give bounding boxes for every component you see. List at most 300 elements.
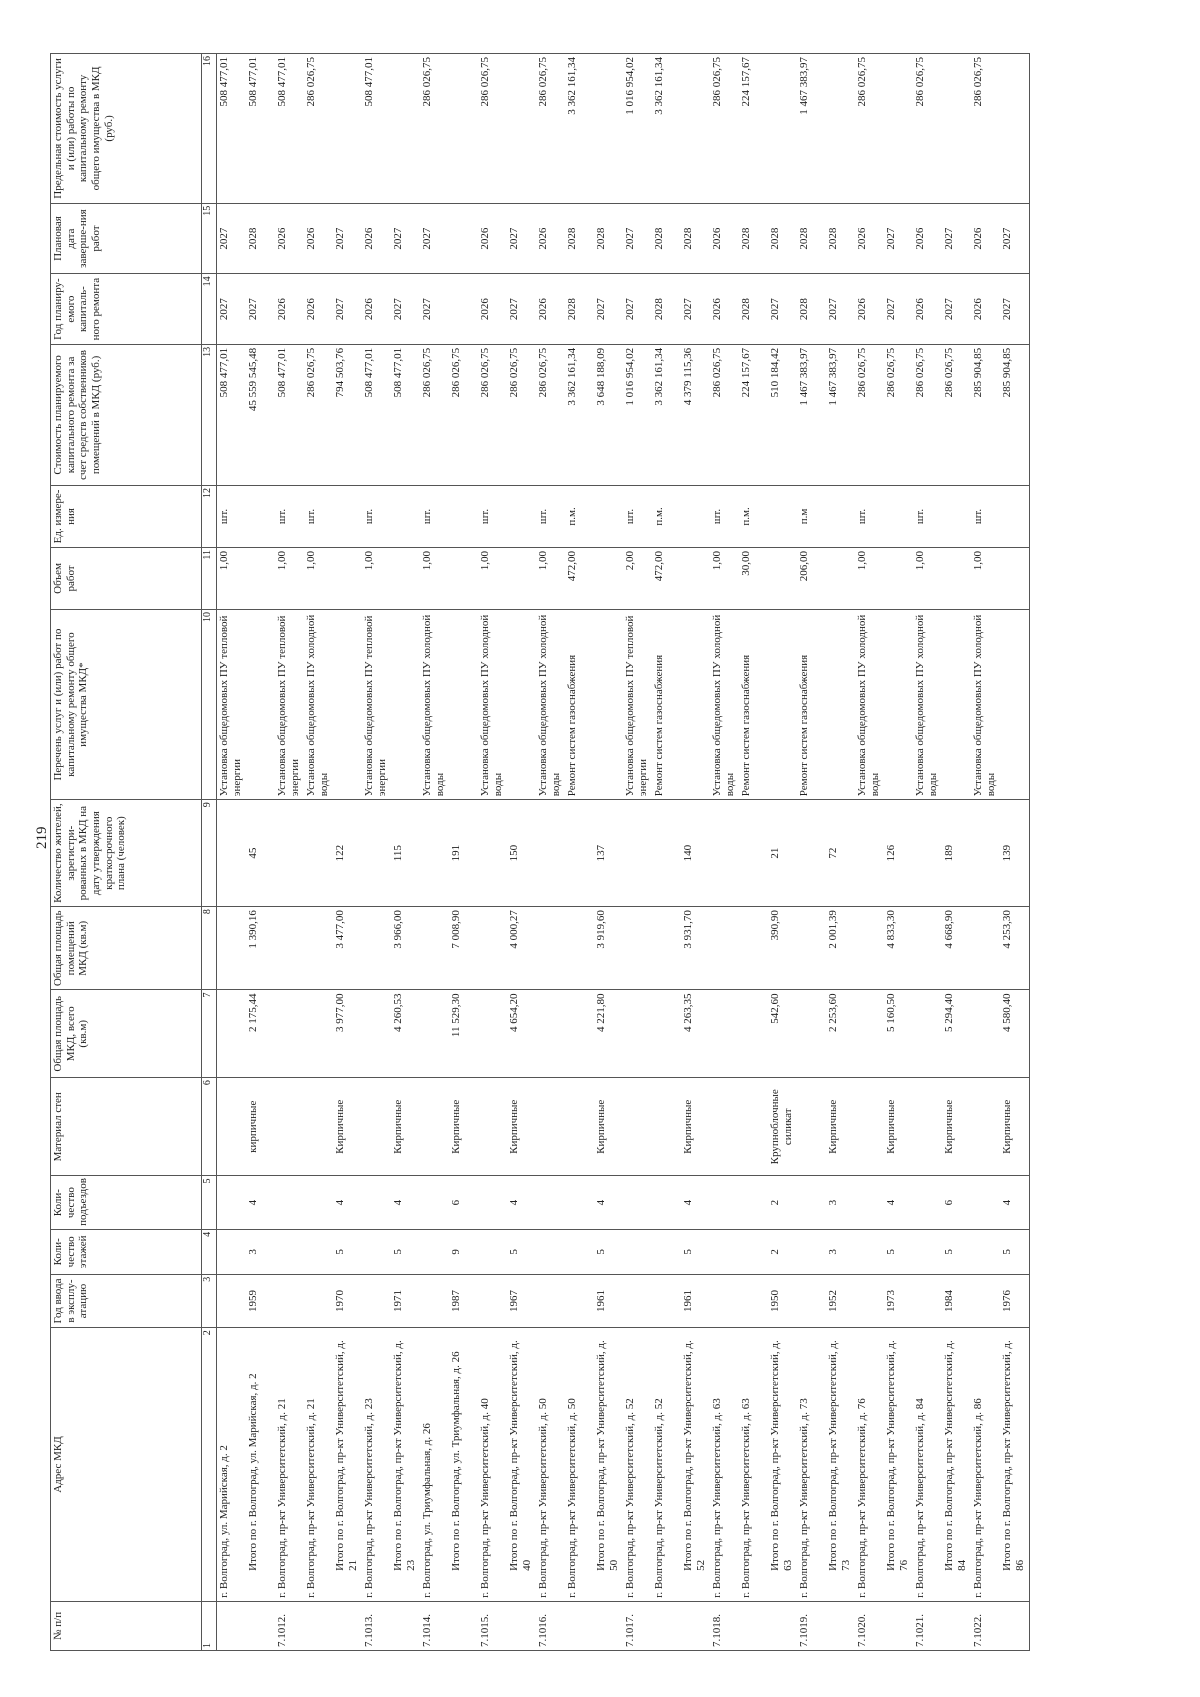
table-cell: 2028	[826, 203, 855, 274]
table-cell: 286 026,75	[420, 344, 449, 485]
table-cell	[449, 1601, 478, 1650]
table-cell: 286 026,75	[942, 344, 971, 485]
table-cell: 4	[246, 1176, 275, 1229]
table-cell	[739, 1274, 768, 1327]
table-cell	[739, 1601, 768, 1650]
table-cell: п.м	[797, 485, 826, 547]
table-cell: 2026	[971, 203, 1000, 274]
table-cell: Итого по г. Волгоград, пр-кт Университетский, д. 84	[942, 1328, 971, 1602]
column-header: Год ввода в эксплу-атацию	[51, 1274, 202, 1327]
table-cell: 286 026,75	[710, 344, 739, 485]
table-cell: 2028	[652, 203, 681, 274]
capital-repair-table	[50, 53, 1030, 1651]
table-cell: 2026	[971, 274, 1000, 345]
table-cell: Итого по г. Волгоград, пр-кт Университетский, д. 76	[884, 1328, 913, 1602]
table-cell: 2026	[913, 203, 942, 274]
table-cell	[507, 485, 536, 547]
table-cell	[275, 990, 304, 1078]
table-cell	[478, 1176, 507, 1229]
table-cell	[565, 1176, 594, 1229]
table-cell	[855, 1229, 884, 1274]
table-cell	[652, 1274, 681, 1327]
table-cell	[971, 1078, 1000, 1176]
table-cell: 3 362 161,34	[565, 344, 594, 485]
table-cell: шт.	[536, 485, 565, 547]
table-cell: 1 467 383,97	[826, 344, 855, 485]
table-cell	[565, 907, 594, 990]
table-cell: 5	[507, 1229, 536, 1274]
table-cell	[855, 1078, 884, 1176]
table-cell: 2028	[681, 203, 710, 274]
table-cell	[420, 800, 449, 907]
table-cell: 286 026,75	[855, 54, 884, 204]
table-row	[449, 54, 478, 1651]
table-row	[913, 54, 942, 1651]
table-cell	[826, 485, 855, 547]
table-cell	[768, 547, 797, 609]
table-cell	[565, 800, 594, 907]
table-cell: 189	[942, 800, 971, 907]
table-cell	[623, 800, 652, 907]
column-header: Общая площадь помещений МКД (кв.м)	[51, 907, 202, 990]
table-cell: 2028	[565, 203, 594, 274]
table-cell: п.м.	[739, 485, 768, 547]
table-cell	[217, 1176, 247, 1229]
table-cell: 4 253,30	[1000, 907, 1030, 990]
table-cell	[304, 1601, 333, 1650]
table-cell: г. Волгоград, пр-кт Университетский, д. 23	[362, 1328, 391, 1602]
table-cell: 2026	[710, 274, 739, 345]
table-cell	[623, 1229, 652, 1274]
table-cell: 3 648 188,09	[594, 344, 623, 485]
table-cell: 4 580,40	[1000, 990, 1030, 1078]
table-cell: Установка общедомовых ПУ холодной воды	[536, 609, 565, 799]
table-cell: шт.	[623, 485, 652, 547]
table-cell: 2027	[623, 203, 652, 274]
table-row	[623, 54, 652, 1651]
table-cell: 1959	[246, 1274, 275, 1327]
table-cell: 2026	[855, 274, 884, 345]
table-cell	[623, 1078, 652, 1176]
table-cell	[304, 1274, 333, 1327]
table-row	[420, 54, 449, 1651]
table-cell: 7.1020.	[855, 1601, 884, 1650]
table-cell	[971, 907, 1000, 990]
table-cell: шт.	[304, 485, 333, 547]
table-cell: Кирпичные	[884, 1078, 913, 1176]
table-cell: Итого по г. Волгоград, ул. Триумфальная, д. 26	[449, 1328, 478, 1602]
table-cell: 508 477,01	[275, 344, 304, 485]
table-cell: шт.	[478, 485, 507, 547]
table-cell: 9	[449, 1229, 478, 1274]
table-cell: 3 362 161,34	[565, 54, 594, 204]
table-cell: 2026	[710, 203, 739, 274]
column-number: 11	[202, 547, 217, 609]
column-header: Общая площадь МКД, всего (кв.м)	[51, 990, 202, 1078]
table-cell: Установка общедомовых ПУ холодной воды	[478, 609, 507, 799]
table-row	[710, 54, 739, 1651]
table-row	[884, 54, 913, 1651]
table-cell: 2026	[478, 203, 507, 274]
table-cell: 3 966,00	[391, 907, 420, 990]
table-cell: 150	[507, 800, 536, 907]
table-cell: 1,00	[710, 547, 739, 609]
table-cell	[826, 54, 855, 204]
table-cell: г. Волгоград, пр-кт Университетский, д. 63	[739, 1328, 768, 1602]
table-cell: 1,00	[420, 547, 449, 609]
table-cell	[507, 1601, 536, 1650]
table-row	[855, 54, 884, 1651]
table-cell	[971, 800, 1000, 907]
table-cell: 2027	[884, 203, 913, 274]
table-cell	[478, 990, 507, 1078]
table-cell	[536, 1078, 565, 1176]
table-cell: г. Волгоград, пр-кт Университетский, д. 50	[536, 1328, 565, 1602]
table-cell: 1,00	[217, 547, 247, 609]
table-cell	[768, 485, 797, 547]
table-cell: 472,00	[652, 547, 681, 609]
table-cell: 2026	[536, 274, 565, 345]
table-cell	[652, 990, 681, 1078]
table-cell: Кирпичные	[826, 1078, 855, 1176]
table-cell: 7.1015.	[478, 1601, 507, 1650]
table-cell: Итого по г. Волгоград, пр-кт Университетский, д. 40	[507, 1328, 536, 1602]
table-cell: 2028	[797, 203, 826, 274]
table-cell: 286 026,75	[536, 344, 565, 485]
table-row	[739, 54, 768, 1651]
table-cell	[710, 1078, 739, 1176]
table-cell	[826, 547, 855, 609]
column-number: 10	[202, 609, 217, 799]
column-header: Стоимость планируемого капитального ремонта за счет средств собственников помещений в МКД (руб.)	[51, 344, 202, 485]
table-cell	[217, 1078, 247, 1176]
table-cell: Установка общедомовых ПУ тепловой энергии	[623, 609, 652, 799]
table-cell: 4	[333, 1176, 362, 1229]
table-cell: 2027	[507, 274, 536, 345]
table-cell	[971, 1176, 1000, 1229]
table-cell: 286 026,75	[304, 54, 333, 204]
table-cell: 1 016 954,02	[623, 54, 652, 204]
table-cell	[420, 907, 449, 990]
table-cell: 542,60	[768, 990, 797, 1078]
table-cell: 2 001,39	[826, 907, 855, 990]
table-cell	[884, 485, 913, 547]
table-cell: 1,00	[275, 547, 304, 609]
table-cell: 1 390,16	[246, 907, 275, 990]
table-cell	[275, 1078, 304, 1176]
table-cell: Итого по г. Волгоград, ул. Марийская, д. 2	[246, 1328, 275, 1602]
table-cell	[739, 1078, 768, 1176]
table-cell: г. Волгоград, пр-кт Университетский, д. 86	[971, 1328, 1000, 1602]
table-cell: 286 026,75	[913, 344, 942, 485]
table-cell	[652, 907, 681, 990]
column-number: 14	[202, 274, 217, 345]
table-cell	[362, 1078, 391, 1176]
table-cell	[913, 1078, 942, 1176]
table-cell: 1,00	[855, 547, 884, 609]
table-cell	[913, 907, 942, 990]
table-cell: 286 026,75	[913, 54, 942, 204]
table-cell: 2027	[942, 203, 971, 274]
table-cell: 2027	[681, 274, 710, 345]
table-cell: 6	[942, 1176, 971, 1229]
table-cell: 191	[449, 800, 478, 907]
table-cell: 3 919,60	[594, 907, 623, 990]
table-cell	[913, 1229, 942, 1274]
table-cell: 4 000,27	[507, 907, 536, 990]
table-cell: 4	[594, 1176, 623, 1229]
table-cell: г. Волгоград, ул. Марийская, д. 2	[217, 1328, 247, 1602]
table-cell: 4	[884, 1176, 913, 1229]
table-cell: 3 362 161,34	[652, 344, 681, 485]
table-cell	[304, 1176, 333, 1229]
table-cell	[565, 1229, 594, 1274]
column-header: Материал стен	[51, 1078, 202, 1176]
table-cell: Кирпичные	[507, 1078, 536, 1176]
table-row	[594, 54, 623, 1651]
table-cell	[217, 1274, 247, 1327]
table-cell: 2026	[362, 274, 391, 345]
table-cell	[420, 1176, 449, 1229]
column-number: 12	[202, 485, 217, 547]
column-number: 15	[202, 203, 217, 274]
table-cell	[797, 990, 826, 1078]
table-cell	[710, 1229, 739, 1274]
table-cell: Итого по г. Волгоград, пр-кт Университетский, д. 86	[1000, 1328, 1030, 1602]
column-number: 2	[202, 1328, 217, 1602]
table-cell	[1000, 1601, 1030, 1650]
table-cell: Кирпичные	[449, 1078, 478, 1176]
table-cell: 2027	[420, 203, 449, 274]
table-cell	[565, 1601, 594, 1650]
table-cell: Установка общедомовых ПУ тепловой энергии	[275, 609, 304, 799]
table-cell	[594, 1601, 623, 1650]
table-cell	[652, 1078, 681, 1176]
table-cell	[884, 609, 913, 799]
table-cell	[797, 1229, 826, 1274]
table-cell: 2026	[275, 203, 304, 274]
table-cell: г. Волгоград, ул. Триумфальная, д. 26	[420, 1328, 449, 1602]
table-cell: 2	[768, 1229, 797, 1274]
table-cell	[420, 1274, 449, 1327]
table-cell	[710, 990, 739, 1078]
table-cell: 7.1022.	[971, 1601, 1000, 1650]
table-cell: Итого по г. Волгоград, пр-кт Университетский, д. 73	[826, 1328, 855, 1602]
table-cell: 508 477,01	[217, 54, 247, 204]
table-cell: 285 904,85	[971, 344, 1000, 485]
table-cell	[536, 1229, 565, 1274]
table-cell: г. Волгоград, пр-кт Университетский, д. 40	[478, 1328, 507, 1602]
table-cell: Установка общедомовых ПУ холодной воды	[304, 609, 333, 799]
table-cell: 2027	[217, 203, 247, 274]
table-cell: 4	[391, 1176, 420, 1229]
table-cell: 2027	[420, 274, 449, 345]
table-cell: 1952	[826, 1274, 855, 1327]
table-cell	[681, 1601, 710, 1650]
table-cell	[478, 1229, 507, 1274]
table-cell	[536, 1274, 565, 1327]
table-cell: 1,00	[536, 547, 565, 609]
table-row	[217, 54, 247, 1651]
table-cell: Ремонт систем газоснабжения	[739, 609, 768, 799]
table-cell: 286 026,75	[449, 344, 478, 485]
table-cell: 2027	[623, 274, 652, 345]
table-cell: Ремонт систем газоснабжения	[797, 609, 826, 799]
column-number: 1	[202, 1601, 217, 1650]
table-cell: 5	[333, 1229, 362, 1274]
table-cell	[681, 547, 710, 609]
table-cell	[536, 1176, 565, 1229]
table-cell	[362, 800, 391, 907]
table-cell: 472,00	[565, 547, 594, 609]
table-cell: 2027	[333, 274, 362, 345]
table-cell	[971, 1229, 1000, 1274]
table-cell: 3	[826, 1176, 855, 1229]
table-cell	[507, 54, 536, 204]
table-cell: 7.1017.	[623, 1601, 652, 1650]
column-header: № п/п	[51, 1601, 202, 1650]
column-number: 9	[202, 800, 217, 907]
table-cell: 2027	[246, 274, 275, 345]
table-cell: 2	[768, 1176, 797, 1229]
table-cell: 21	[768, 800, 797, 907]
table-cell	[797, 1176, 826, 1229]
table-row	[246, 54, 275, 1651]
column-number: 7	[202, 990, 217, 1078]
table-cell	[652, 1176, 681, 1229]
table-row	[507, 54, 536, 1651]
table-cell	[884, 547, 913, 609]
table-cell: 2026	[304, 203, 333, 274]
table-cell	[1000, 54, 1030, 204]
table-cell: 1,00	[971, 547, 1000, 609]
table-cell	[536, 990, 565, 1078]
table-cell	[710, 1176, 739, 1229]
table-cell	[333, 547, 362, 609]
table-cell	[855, 1274, 884, 1327]
table-cell	[913, 800, 942, 907]
table-cell: Установка общедомовых ПУ холодной воды	[855, 609, 884, 799]
table-cell	[1000, 485, 1030, 547]
table-cell	[333, 54, 362, 204]
table-cell: Установка общедомовых ПУ холодной воды	[913, 609, 942, 799]
column-header: Плановая дата заверше-ния работ	[51, 203, 202, 274]
table-cell	[449, 547, 478, 609]
table-cell: 5	[681, 1229, 710, 1274]
table-cell	[333, 485, 362, 547]
table-cell: 137	[594, 800, 623, 907]
table-cell: 286 026,75	[507, 344, 536, 485]
table-cell	[420, 990, 449, 1078]
table-cell	[681, 485, 710, 547]
table-cell: 2,00	[623, 547, 652, 609]
table-cell: 2028	[739, 274, 768, 345]
table-cell	[826, 1601, 855, 1650]
table-cell: 4 833,30	[884, 907, 913, 990]
table-cell: 286 026,75	[478, 344, 507, 485]
table-cell: Итого по г. Волгоград, пр-кт Университетский, д. 23	[391, 1328, 420, 1602]
table-cell: 5	[942, 1229, 971, 1274]
column-number: 5	[202, 1176, 217, 1229]
table-row	[391, 54, 420, 1651]
table-cell: 286 026,75	[304, 344, 333, 485]
table-cell: 1987	[449, 1274, 478, 1327]
table-cell: г. Волгоград, пр-кт Университетский, д. 21	[304, 1328, 333, 1602]
table-cell: 4 260,53	[391, 990, 420, 1078]
table-row	[1000, 54, 1030, 1651]
table-cell	[942, 547, 971, 609]
table-cell: 2 175,44	[246, 990, 275, 1078]
table-cell: 3 931,70	[681, 907, 710, 990]
table-cell: 2027	[1000, 274, 1030, 345]
table-cell	[797, 1274, 826, 1327]
table-cell: 2026	[536, 203, 565, 274]
table-cell	[884, 54, 913, 204]
column-header: Объем работ	[51, 547, 202, 609]
table-cell: шт.	[362, 485, 391, 547]
table-cell	[565, 990, 594, 1078]
table-cell: Итого по г. Волгоград, пр-кт Университетский, д. 50	[594, 1328, 623, 1602]
table-cell	[797, 800, 826, 907]
table-cell	[391, 54, 420, 204]
table-cell: Ремонт систем газоснабжения	[565, 609, 594, 799]
page-number: 219	[34, 826, 50, 849]
table-cell: 2028	[768, 203, 797, 274]
table-cell	[478, 1274, 507, 1327]
table-cell	[275, 1274, 304, 1327]
column-number: 13	[202, 344, 217, 485]
table-cell	[478, 800, 507, 907]
table-cell	[855, 800, 884, 907]
table-cell: 1,00	[478, 547, 507, 609]
table-row	[565, 54, 594, 1651]
table-cell: п.м.	[652, 485, 681, 547]
table-cell: 286 026,75	[971, 54, 1000, 204]
table-cell	[304, 800, 333, 907]
table-cell	[623, 907, 652, 990]
table-cell: 126	[884, 800, 913, 907]
table-row	[768, 54, 797, 1651]
table-cell: 2027	[391, 203, 420, 274]
table-cell: г. Волгоград, пр-кт Университетский, д. 52	[623, 1328, 652, 1602]
table-cell	[246, 1601, 275, 1650]
table-cell: 5 294,40	[942, 990, 971, 1078]
table-cell	[623, 990, 652, 1078]
table-cell: п.м.	[565, 485, 594, 547]
column-number: 6	[202, 1078, 217, 1176]
table-cell: 510 184,42	[768, 344, 797, 485]
table-cell: 2028	[594, 203, 623, 274]
table-cell	[304, 1078, 333, 1176]
table-cell	[507, 609, 536, 799]
table-cell	[217, 1229, 247, 1274]
table-cell	[449, 203, 478, 274]
column-header: Количество жителей, зарегистри-рованных в МКД на дату утверждения краткосрочного плана (человек)	[51, 800, 202, 907]
table-cell: 7.1021.	[913, 1601, 942, 1650]
table-cell	[536, 907, 565, 990]
table-cell: 4	[507, 1176, 536, 1229]
table-cell: Итого по г. Волгоград, пр-кт Университетский, д. 52	[681, 1328, 710, 1602]
table-cell: 2027	[942, 274, 971, 345]
table-cell	[942, 485, 971, 547]
table-cell: 1961	[594, 1274, 623, 1327]
table-cell	[304, 1229, 333, 1274]
table-cell	[391, 1601, 420, 1650]
table-cell: Кирпичные	[681, 1078, 710, 1176]
table-cell: 3 477,00	[333, 907, 362, 990]
table-cell: шт.	[913, 485, 942, 547]
table-cell: 286 026,75	[478, 54, 507, 204]
